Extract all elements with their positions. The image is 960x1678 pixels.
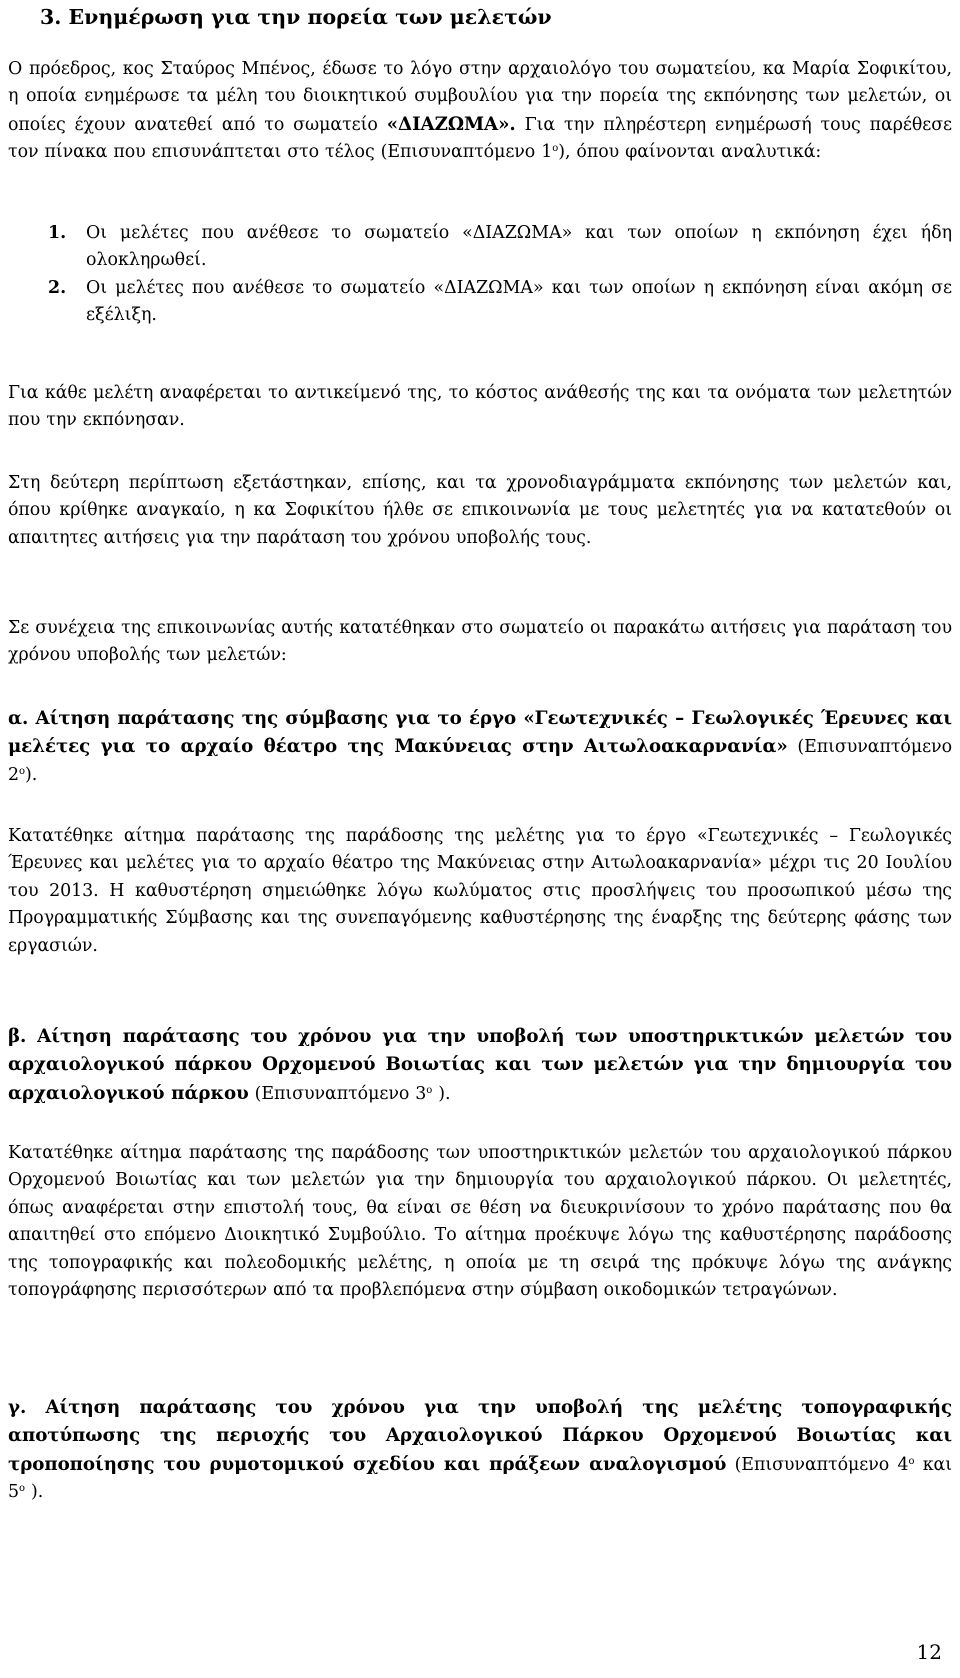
section-b-body: Κατατέθηκε αίτημα παράτασης της παράδοσης των υποστηρικτικών μελετών του αρχαιολογικού πάρκου Ορχομενού Βοιωτίας και των μελετών για την δημιουργία του αρχαιολογικού πάρκου. Οι μελετητές, όπως αναφέρεται στην επιστολή τους, θα είναι σε θέση να διευκρινίσουν το χρόνο παράτασης που θα απαιτηθεί στο επόμενο Διοικητικό Συμβούλιο. Το αίτημα προέκυψε λόγω της καθυστέρησης παράδοσης της τοπογραφικής και πολεοδομικής μελέτης, η οποία με τη σειρά της πρόκυψε λόγω της ανάγκης τοπογράφησης περισσότερων από τα προβλεπόμενα στην σύμβαση οικοδομικών τετραγώνων. <box>8 1143 952 1301</box>
section-b-title: β. Αίτηση παράτασης του χρόνου για την υποβολή των υποστηρικτικών μελετών του αρχαιολογικού πάρκου Ορχομενού Βοιωτίας και των μελετών για την δημιουργία του αρχαιολογικού πάρκου <box>8 1026 952 1104</box>
list-item-number: 1. <box>48 223 67 243</box>
section-c-superscript-2: ο <box>19 1483 25 1495</box>
section-c-heading-end: ). <box>25 1482 44 1503</box>
intro-text: Ο πρόεδρος, κος Σταύρος Μπένος, έδωσε το λόγο στην αρχαιολόγο του σωματείου, κα Μαρία Σοφικίτου, η οποία ενημέρωσε τα μέλη του διοικητικού συμβουλίου για την πορεία της εκπόνησης των μελετών, οι οποίες έχουν ανατεθεί από το σωματείο <box>8 59 952 135</box>
section-c-attachment-mid: και 5 <box>8 1454 953 1503</box>
intro-tail: ), όπου φαίνονται αναλυτικά: <box>558 142 822 163</box>
section-a-heading-end: ). <box>25 764 38 785</box>
list-item-text: Οι μελέτες που ανέθεσε το σωματείο «ΔΙΑΖΩΜΑ» και των οποίων η εκπόνηση έχει ήδη ολοκληρωθεί. <box>86 223 952 271</box>
section-b-heading-end: ). <box>432 1083 451 1104</box>
section-c-attachment: (Επισυναπτόμενο 4 <box>726 1454 909 1475</box>
section-heading: 3. Ενημέρωση για την πορεία των μελετών <box>40 5 552 29</box>
section-b-attachment: (Επισυναπτόμενο 3 <box>248 1083 427 1104</box>
section-c-superscript-1: ο <box>908 1455 915 1467</box>
section-a-body: Κατατέθηκε αίτημα παράτασης της παράδοσης της μελέτης για το έργο «Γεωτεχνικές – Γεωλογικές Έρευνες και μελέτες για το αρχαίο θέατρο της Μακύνειας στην Αιτωλοακαρνανία» μέχρι τις 20 Ιουλίου του 2013. Η καθυστέρηση σημειώθηκε λόγω κωλύματος στις προσλήψεις του προσωπικού μέσω της Προγραμματικής Σύμβασης και της συνεπαγόμενης καθυστέρησης της έναρξης της δεύτερης φάσης των εργασιών. <box>8 826 952 956</box>
list-item-text: Οι μελέτες που ανέθεσε το σωματείο «ΔΙΑΖΩΜΑ» και των οποίων η εκπόνηση είναι ακόμη σε εξέλιξη. <box>86 277 952 326</box>
list-item-number: 2. <box>48 277 67 298</box>
each-study-paragraph: Για κάθε μελέτη αναφέρεται το αντικείμενό της, το κόστος ανάθεσής της και τα ονόματα των μελετητών που την εκπόνησαν. <box>8 383 952 431</box>
list-item <box>48 275 952 330</box>
section-c-heading <box>8 1394 952 1507</box>
list-item <box>48 220 952 275</box>
intro-text-after: Για την πληρέστερη ενημέρωσή τους παρέθεσε τον πίνακα που επισυνάπτεται στο τέλος (Επισυναπτόμενο 1 <box>8 114 952 163</box>
section-a-attachment: (Επισυναπτόμενο 2 <box>8 737 952 785</box>
page-number: 12 <box>916 1640 942 1664</box>
second-case-paragraph: Στη δεύτερη περίπτωση εξετάστηκαν, επίσης, και τα χρονοδιαγράμματα εκπόνησης των μελετών και, όπου κρίθηκε αναγκαίο, η κα Σοφικίτου ήλθε σε επικοινωνία με τους μελετητές για να κατατεθούν οι απαιτητες αιτήσεις για την παράταση του χρόνου υποβολής τους. <box>8 473 952 548</box>
section-b-superscript: ο <box>426 1084 433 1096</box>
studies-list <box>48 220 952 330</box>
section-c-title: γ. Αίτηση παράτασης του χρόνου για την υποβολή της μελέτης τοπογραφικής αποτύπωσης της περιοχής του Αρχαιολογικού Πάρκου Ορχομενού Βοιωτίας και τροποποίησης του ρυμοτομικού σχεδίου και πράξεων αναλογισμού <box>8 1397 952 1475</box>
following-requests-paragraph: Σε συνέχεια της επικοινωνίας αυτής κατατέθηκαν στο σωματείο οι παρακάτω αιτήσεις για παράταση του χρόνου υποβολής των μελετών: <box>8 618 952 666</box>
section-a-heading <box>8 705 952 789</box>
section-a-title: α. Αίτηση παράτασης της σύμβασης για το έργο «Γεωτεχνικές – Γεωλογικές Έρευνες και μελέτες για το αρχαίο θέατρο της Μακύνειας στην Αιτωλοακαρνανία» <box>8 708 952 758</box>
section-b-heading <box>8 1023 952 1108</box>
section-a-superscript: ο <box>19 765 25 777</box>
intro-superscript: ο <box>552 143 559 155</box>
intro-org-name: «ΔΙΑΖΩΜΑ». <box>386 113 516 135</box>
intro-paragraph <box>8 56 952 167</box>
